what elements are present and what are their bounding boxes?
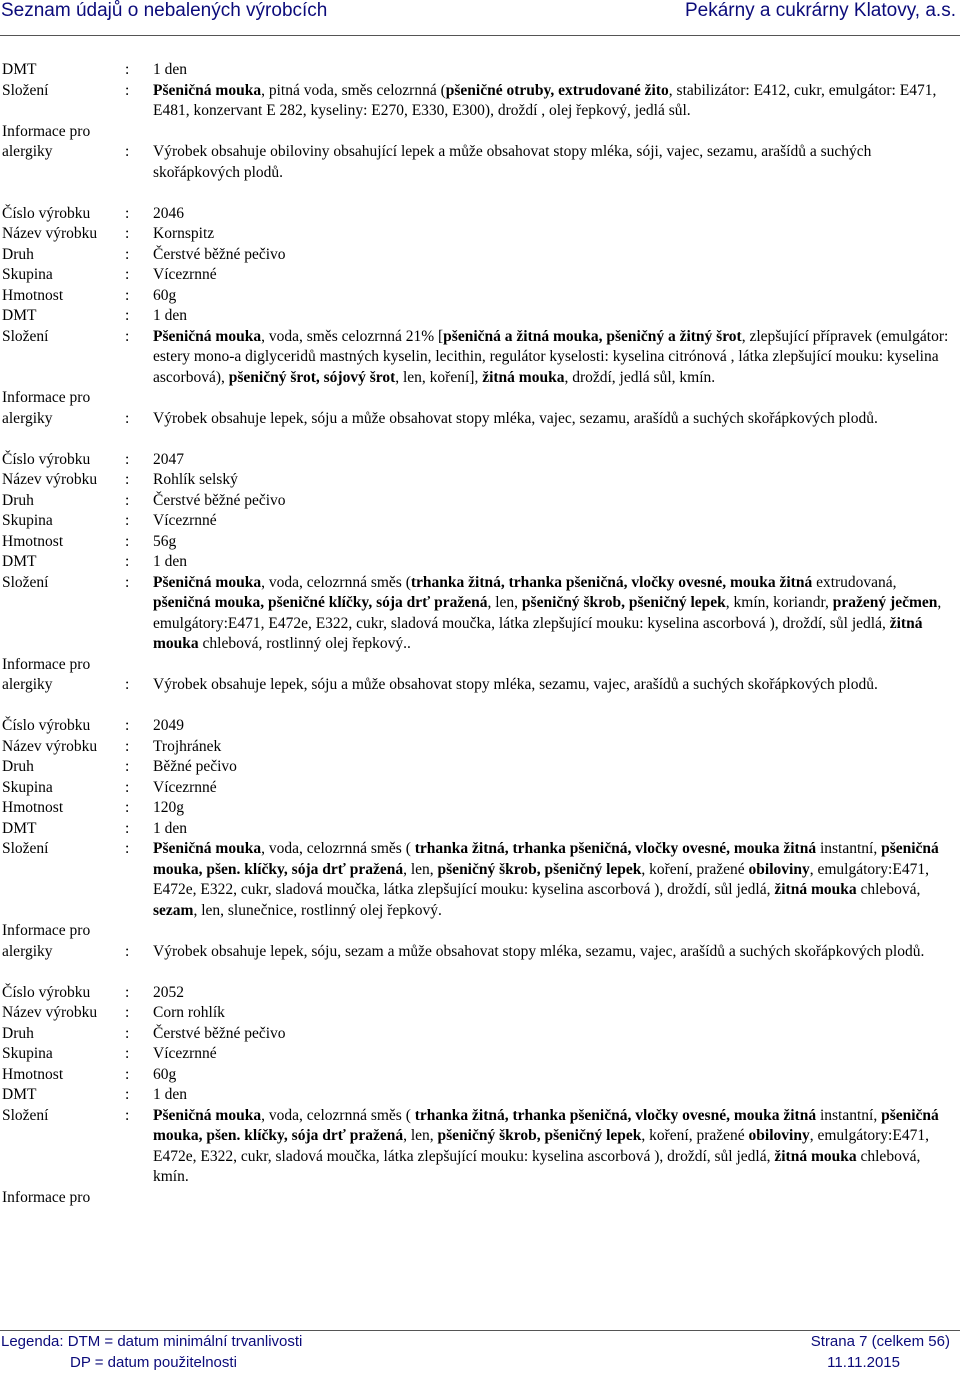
allergen-heading-row bbox=[2, 122, 958, 143]
product-group-label: Skupina bbox=[2, 778, 53, 796]
product-block bbox=[2, 983, 958, 1209]
allergen-info-value: Výrobek obsahuje obiloviny obsahující lepek a může obsahovat stopy mléka, sóji, vajec, sezamu, arašídů a suchých skořápkových plodů. bbox=[153, 143, 872, 181]
colon: : bbox=[125, 983, 130, 1001]
allergen-info-label: alergiky bbox=[2, 942, 53, 960]
product-dmt-row bbox=[2, 60, 958, 81]
product-group-label: Skupina bbox=[2, 1045, 53, 1062]
colon: : bbox=[125, 245, 130, 263]
legend-dp: DP = datum použitelnosti bbox=[70, 1354, 237, 1371]
product-type-value: Čerstvé běžné pečivo bbox=[153, 491, 286, 509]
page-number: Strana 7 (celkem 56) bbox=[810, 1333, 950, 1350]
document-title: Seznam údajů o nebalených výrobcích bbox=[1, 0, 328, 21]
product-number-value: 2052 bbox=[153, 983, 184, 1001]
allergen-info-label: alergiky bbox=[2, 676, 53, 693]
colon: : bbox=[125, 840, 130, 857]
colon: : bbox=[125, 758, 130, 775]
ingredients-row bbox=[2, 573, 958, 655]
product-weight-value: 60g bbox=[153, 1065, 177, 1083]
product-group-value: Vícezrnné bbox=[153, 266, 217, 283]
product-weight-value: 120g bbox=[153, 799, 184, 816]
allergen-label-line1: Informace pro bbox=[2, 389, 91, 406]
product-number-label: Číslo výrobku bbox=[2, 717, 91, 734]
product-group-row bbox=[2, 1044, 958, 1065]
product-weight-label: Hmotnost bbox=[2, 799, 64, 816]
product-dmt-label: DMT bbox=[2, 819, 37, 837]
colon: : bbox=[125, 491, 130, 509]
colon: : bbox=[125, 737, 130, 755]
product-dmt-row bbox=[2, 306, 958, 327]
product-weight-row bbox=[2, 1065, 958, 1086]
allergen-info-label: alergiky bbox=[2, 143, 53, 160]
block-spacer bbox=[2, 183, 958, 204]
product-name-row bbox=[2, 470, 958, 491]
colon: : bbox=[125, 573, 130, 591]
product-type-row bbox=[2, 245, 958, 266]
product-name-label: Název výrobku bbox=[2, 225, 98, 242]
product-dmt-label: DMT bbox=[2, 553, 37, 570]
colon: : bbox=[125, 1065, 130, 1083]
colon: : bbox=[125, 512, 130, 529]
colon: : bbox=[125, 532, 130, 550]
colon: : bbox=[125, 1106, 130, 1124]
product-number-row bbox=[2, 450, 958, 471]
product-number-row bbox=[2, 716, 958, 737]
product-dmt-value: 1 den bbox=[153, 553, 188, 570]
product-name-row bbox=[2, 224, 958, 245]
colon: : bbox=[125, 553, 130, 570]
ingredients-row bbox=[2, 839, 958, 921]
product-type-label: Druh bbox=[2, 245, 34, 263]
product-block bbox=[2, 716, 958, 962]
allergen-info-row bbox=[2, 675, 958, 696]
product-weight-row bbox=[2, 798, 958, 819]
product-dmt-value: 1 den bbox=[153, 61, 188, 78]
colon: : bbox=[125, 778, 130, 796]
print-date: 11.11.2015 bbox=[827, 1354, 900, 1371]
product-group-value: Vícezrnné bbox=[153, 778, 217, 796]
ingredients-label: Složení bbox=[2, 840, 49, 857]
colon: : bbox=[125, 717, 130, 734]
colon: : bbox=[125, 799, 130, 816]
ingredients-value: Pšeničná mouka, voda, celozrnná směs (trhanka žitná, trhanka pšeničná, vločky ovesné, mouka žitná extrudovaná, pšeničná mouka, pšeničné klíčky, sója drť pražená, len, pšeničný škrob, pšeničný lepek, kmín, koriandr, pražený ječmen, emulgátory:E471, E472e, E322, cukr, sladová moučka, látka zlepšující mouku: kyselina ascorbová ), droždí, sůl jedlá, žitná mouka chlebová, rostlinný olej řepkový.. bbox=[153, 573, 942, 652]
block-spacer bbox=[2, 962, 958, 983]
product-block bbox=[2, 204, 958, 430]
product-block bbox=[2, 60, 958, 183]
ingredients-row bbox=[2, 327, 958, 389]
product-group-row bbox=[2, 265, 958, 286]
colon: : bbox=[125, 1086, 130, 1103]
product-number-value: 2047 bbox=[153, 450, 184, 468]
product-name-label: Název výrobku bbox=[2, 471, 98, 488]
product-weight-row bbox=[2, 532, 958, 553]
product-name-row bbox=[2, 737, 958, 758]
colon: : bbox=[125, 1004, 130, 1021]
colon: : bbox=[125, 819, 130, 837]
ingredients-value: Pšeničná mouka, voda, směs celozrnná 21% [pšeničná a žitná mouka, pšeničný a žitný šrot, zlepšující přípravek (emulgátor: estery mono-a diglyceridů mastných kyselin, lecithin, regulátor kyselosti: kyselina citrónová , látka zlepšující mouku: kyselina ascorbová), pšeničný šrot, sójový šrot, len, koření], žitná mouka, droždí, jedlá sůl, kmín. bbox=[153, 327, 949, 386]
product-number-row bbox=[2, 204, 958, 225]
product-list bbox=[2, 60, 958, 1208]
ingredients-row bbox=[2, 1106, 958, 1188]
colon: : bbox=[125, 676, 130, 693]
colon: : bbox=[125, 61, 130, 78]
allergen-info-value: Výrobek obsahuje lepek, sóju a může obsahovat stopy mléka, sezamu, vajec, arašídů a suchých skořápkových plodů. bbox=[153, 676, 878, 693]
allergen-info-row bbox=[2, 942, 958, 963]
product-group-label: Skupina bbox=[2, 512, 53, 529]
allergen-heading-row bbox=[2, 655, 958, 676]
ingredients-row bbox=[2, 81, 958, 122]
allergen-label-line1: Informace pro bbox=[2, 922, 91, 939]
colon: : bbox=[125, 307, 130, 324]
page-header bbox=[0, 0, 960, 26]
product-type-row bbox=[2, 491, 958, 512]
allergen-label-line1: Informace pro bbox=[2, 655, 91, 673]
product-name-row bbox=[2, 1003, 958, 1024]
product-dmt-value: 1 den bbox=[153, 307, 188, 324]
product-group-label: Skupina bbox=[2, 266, 53, 283]
product-weight-value: 56g bbox=[153, 532, 177, 550]
product-name-label: Název výrobku bbox=[2, 737, 98, 755]
allergen-label-line1: Informace pro bbox=[2, 122, 91, 140]
product-dmt-label: DMT bbox=[2, 307, 37, 324]
block-spacer bbox=[2, 429, 958, 450]
ingredients-label: Složení bbox=[2, 1106, 49, 1124]
colon: : bbox=[125, 942, 130, 960]
product-group-row bbox=[2, 778, 958, 799]
allergen-label-line1: Informace pro bbox=[2, 1188, 91, 1206]
product-type-value: Čerstvé běžné pečivo bbox=[153, 245, 286, 263]
allergen-heading-row bbox=[2, 388, 958, 409]
colon: : bbox=[125, 81, 130, 99]
product-weight-value: 60g bbox=[153, 286, 177, 304]
product-type-label: Druh bbox=[2, 758, 34, 775]
legend-dmt: Legenda: DTM = datum minimální trvanlivosti bbox=[1, 1333, 303, 1350]
product-type-label: Druh bbox=[2, 491, 34, 509]
product-dmt-value: 1 den bbox=[153, 1086, 188, 1103]
ingredients-label: Složení bbox=[2, 81, 49, 99]
header-rule bbox=[0, 35, 960, 36]
product-dmt-value: 1 den bbox=[153, 819, 188, 837]
colon: : bbox=[125, 1045, 130, 1062]
product-name-label: Název výrobku bbox=[2, 1004, 98, 1021]
allergen-heading-row bbox=[2, 921, 958, 942]
colon: : bbox=[125, 409, 130, 427]
colon: : bbox=[125, 143, 130, 160]
product-weight-row bbox=[2, 286, 958, 307]
product-weight-label: Hmotnost bbox=[2, 286, 64, 304]
colon: : bbox=[125, 286, 130, 304]
colon: : bbox=[125, 471, 130, 488]
product-number-value: 2046 bbox=[153, 204, 184, 222]
product-dmt-row bbox=[2, 819, 958, 840]
colon: : bbox=[125, 450, 130, 468]
product-group-value: Vícezrnné bbox=[153, 1045, 217, 1062]
product-type-value: Čerstvé běžné pečivo bbox=[153, 1024, 286, 1042]
product-number-label: Číslo výrobku bbox=[2, 983, 91, 1001]
product-name-value: Trojhránek bbox=[153, 737, 222, 755]
allergen-info-value: Výrobek obsahuje lepek, sóju a může obsahovat stopy mléka, vajec, sezamu, arašídů a suchých skořápkových plodů. bbox=[153, 409, 878, 427]
colon: : bbox=[125, 327, 130, 345]
product-weight-label: Hmotnost bbox=[2, 532, 64, 550]
ingredients-value: Pšeničná mouka, voda, celozrnná směs ( trhanka žitná, trhanka pšeničná, vločky ovesné, mouka žitná instantní, pšeničná mouka, pšen. klíčky, sója drť pražená, len, pšeničný škrob, pšeničný lepek, koření, pražené obiloviny, emulgátory:E471, E472e, E322, cukr, sladová moučka, látka zlepšující mouku: kyselina ascorbová ), droždí, sůl jedlá, žitná mouka chlebová, sezam, len, slunečnice, rostlinný olej řepkový. bbox=[153, 840, 939, 919]
allergen-info-row bbox=[2, 142, 958, 183]
product-number-value: 2049 bbox=[153, 717, 184, 734]
product-type-row bbox=[2, 757, 958, 778]
product-group-row bbox=[2, 511, 958, 532]
ingredients-value: Pšeničná mouka, voda, celozrnná směs ( trhanka žitná, trhanka pšeničná, vločky ovesné, mouka žitná instantní, pšeničná mouka, pšen. klíčky, sója drť pražená, len, pšeničný škrob, pšeničný lepek, koření, pražené obiloviny, emulgátory:E471, E472e, E322, cukr, sladová moučka, látka zlepšující mouku: kyselina ascorbová ), droždí, sůl jedlá, žitná mouka chlebová, kmín. bbox=[153, 1106, 939, 1185]
product-type-value: Běžné pečivo bbox=[153, 758, 237, 775]
allergen-info-label: alergiky bbox=[2, 409, 53, 427]
product-name-value: Corn rohlík bbox=[153, 1004, 225, 1021]
ingredients-value: Pšeničná mouka, pitná voda, směs celozrnná (pšeničné otruby, extrudované žito, stabilizátor: E412, cukr, emulgátor: E471, E481, konzervant E 282, kyseliny: E270, E330, E300), droždí , olej řepkový, jedlá sůl. bbox=[153, 81, 937, 119]
product-dmt-label: DMT bbox=[2, 61, 37, 78]
product-dmt-row bbox=[2, 552, 958, 573]
allergen-heading-row bbox=[2, 1188, 958, 1209]
colon: : bbox=[125, 225, 130, 242]
colon: : bbox=[125, 1024, 130, 1042]
product-dmt-row bbox=[2, 1085, 958, 1106]
colon: : bbox=[125, 266, 130, 283]
ingredients-label: Složení bbox=[2, 573, 49, 591]
company-name: Pekárny a cukrárny Klatovy, a.s. bbox=[684, 0, 956, 21]
ingredients-label: Složení bbox=[2, 327, 49, 345]
product-block bbox=[2, 450, 958, 696]
product-weight-label: Hmotnost bbox=[2, 1065, 64, 1083]
block-spacer bbox=[2, 696, 958, 717]
colon: : bbox=[125, 204, 130, 222]
allergen-info-row bbox=[2, 409, 958, 430]
product-name-value: Rohlík selský bbox=[153, 471, 238, 488]
product-type-row bbox=[2, 1024, 958, 1045]
product-type-label: Druh bbox=[2, 1024, 34, 1042]
product-number-label: Číslo výrobku bbox=[2, 204, 91, 222]
product-dmt-label: DMT bbox=[2, 1086, 37, 1103]
product-number-label: Číslo výrobku bbox=[2, 450, 91, 468]
product-name-value: Kornspitz bbox=[153, 225, 215, 242]
product-group-value: Vícezrnné bbox=[153, 512, 217, 529]
allergen-info-value: Výrobek obsahuje lepek, sóju, sezam a může obsahovat stopy mléka, sezamu, vajec, arašídů a suchých skořápkových plodů. bbox=[153, 942, 925, 960]
product-number-row bbox=[2, 983, 958, 1004]
